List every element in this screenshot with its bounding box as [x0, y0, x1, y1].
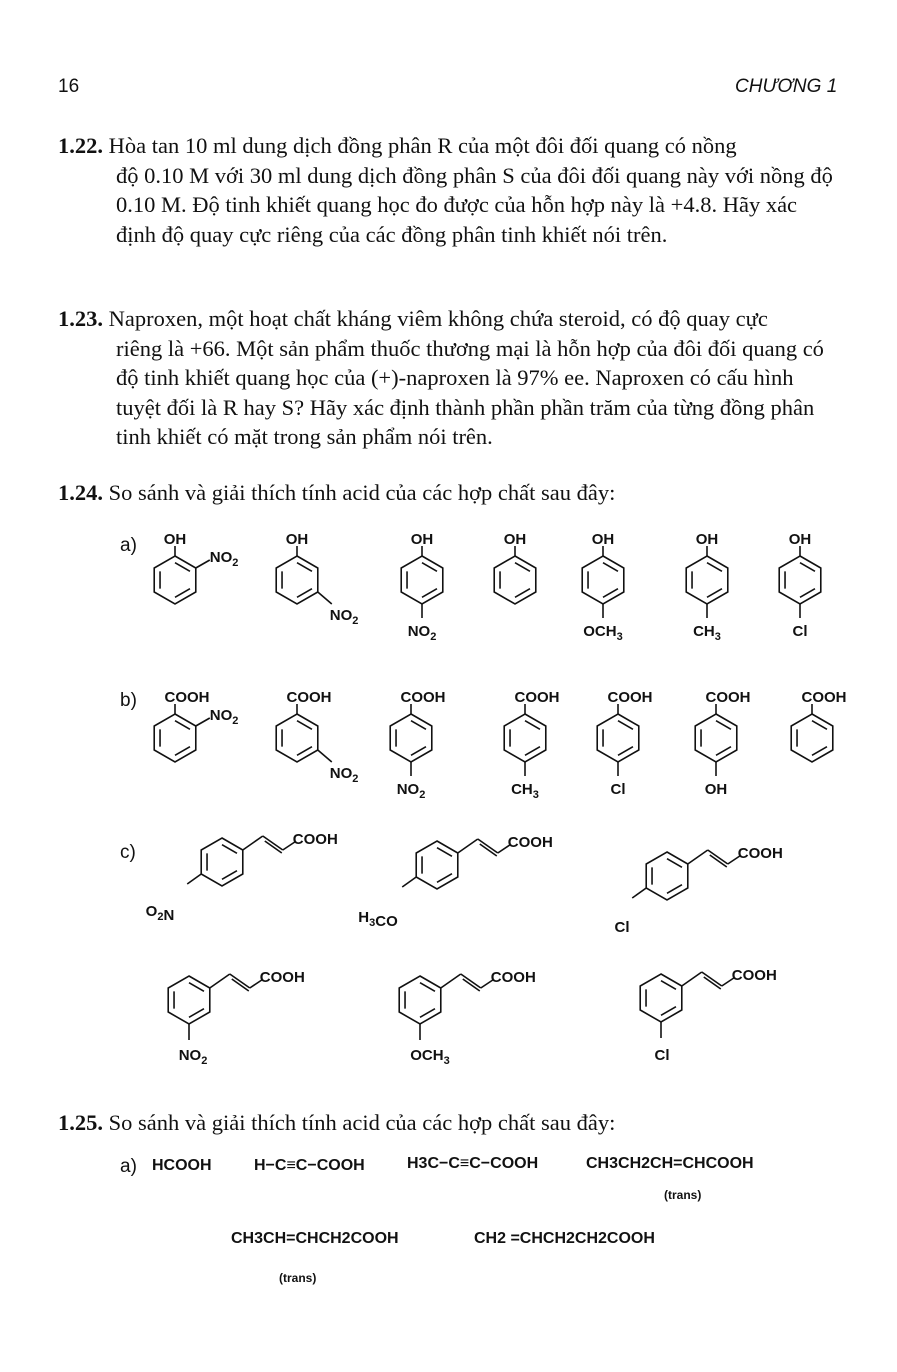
- chain-bond: [210, 974, 230, 988]
- substituent-label: $NO_2$: [178, 1047, 208, 1067]
- formula-pent3enoic: CH3CH=CHCH2COOH: [231, 1230, 399, 1247]
- substituent-label: $OCH_3$: [583, 623, 623, 643]
- chapter-title: CHƯƠNG 1: [735, 76, 838, 97]
- cooh-label: COOH: [400, 689, 446, 706]
- problem-text-first: So sánh và giải thích tính acid của các hợp chất sau đây:: [108, 480, 616, 505]
- chain-bond: [478, 839, 498, 853]
- formula-propiolic: H−C≡C−COOH: [254, 1157, 365, 1174]
- problem-number: 1.22.: [58, 133, 103, 158]
- cooh-label: COOH: [292, 831, 338, 848]
- cooh-label: COOH: [259, 969, 305, 986]
- formula-pentenoic: CH3CH2CH=CHCOOH: [586, 1155, 754, 1172]
- substituent-label: Cl: [610, 781, 626, 798]
- formula-hcooh: HCOOH: [152, 1157, 212, 1174]
- chain-bond: [461, 974, 481, 988]
- oh-label: OH: [410, 531, 434, 548]
- substituent-label: OH: [704, 781, 728, 798]
- formula-butynoic: H3C−C≡C−COOH: [407, 1155, 539, 1172]
- problem-text: riêng là +66. Một sản phẩm thuốc thương mại là hỗn hợp của đôi đối quang có độ tinh khiết quang học của (+)-naproxen là 97% ee. Naproxen có cấu hình tuyệt đối là R hay S? Hãy xác định thành phần phần trăm của từng đồng phân tinh khiết có mặt trong sản phẩm nói trên.: [116, 335, 824, 449]
- oh-label: OH: [285, 531, 309, 548]
- part-label-a: a): [120, 535, 137, 556]
- substituent-label: $NO_2$: [329, 765, 359, 785]
- part-label-b: b): [120, 690, 137, 711]
- problem-number: 1.23.: [58, 306, 103, 331]
- oh-label: OH: [695, 531, 719, 548]
- substituent-bond: [196, 560, 210, 568]
- trans-label: (trans): [664, 1188, 702, 1202]
- chain-bond: [441, 974, 461, 988]
- substituent-bond: [318, 592, 332, 604]
- substituent-label: $CH_3$: [693, 623, 721, 643]
- oh-label: OH: [788, 531, 812, 548]
- problem-number: 1.24.: [58, 480, 103, 505]
- chain-bond: [682, 972, 702, 986]
- cooh-label: COOH: [607, 689, 653, 706]
- cooh-label: COOH: [705, 689, 751, 706]
- chain-bond: [263, 836, 283, 850]
- cooh-label: COOH: [514, 689, 560, 706]
- part-label-c: c): [120, 842, 136, 863]
- oh-label: OH: [503, 531, 527, 548]
- substituent-label: $NO_2$: [407, 623, 437, 643]
- chain-bond: [243, 836, 263, 850]
- problem-1-25: [58, 1108, 833, 1138]
- substituent-bond: [196, 718, 210, 726]
- substituent-bond: [187, 874, 201, 884]
- chain-bond: [458, 839, 478, 853]
- problem-text: độ 0.10 M với 30 ml dung dịch đồng phân S của đôi đối quang này với nồng độ 0.10 M. Độ tinh khiết quang học đo được của hỗn hợp này là +4.8. Hãy xác định độ quay cực riêng của các đồng phân tinh khiết nói trên.: [116, 162, 833, 247]
- cooh-label: COOH: [164, 689, 210, 706]
- substituent-label: $NO_2$: [329, 607, 359, 627]
- chain-bond: [702, 972, 722, 986]
- substituent-bond: [318, 750, 332, 762]
- substituent-bond: [402, 877, 416, 887]
- substituent-bond: [632, 888, 646, 898]
- substituent-label: Cl: [792, 623, 808, 640]
- oh-label: OH: [163, 531, 187, 548]
- substituent-label: $NO_2$: [209, 549, 239, 569]
- chain-bond: [708, 850, 728, 864]
- chain-bond: [230, 974, 250, 988]
- substituent-label: $NO_2$: [396, 781, 426, 801]
- page-number: 16: [58, 76, 80, 97]
- problem-text-first: So sánh và giải thích tính acid của các hợp chất sau đây:: [108, 1110, 616, 1135]
- substituent-label: Cl: [614, 919, 630, 936]
- cooh-label: COOH: [731, 967, 777, 984]
- part-label-a2: a): [120, 1156, 137, 1177]
- cooh-label: COOH: [801, 689, 847, 706]
- substituent-label: Cl: [654, 1047, 670, 1064]
- substituent-label: $CH_3$: [511, 781, 539, 801]
- problem-number: 1.25.: [58, 1110, 103, 1135]
- cooh-label: COOH: [737, 845, 783, 862]
- problem-text-first: Hòa tan 10 ml dung dịch đồng phân R của một đôi đối quang có nồng: [108, 133, 737, 158]
- chain-bond: [688, 850, 708, 864]
- substituent-label: $O_2N$: [145, 903, 175, 924]
- substituent-label: $H_3CO$: [358, 909, 398, 930]
- problem-text-first: Naproxen, một hoạt chất kháng viêm không chứa steroid, có độ quay cực: [108, 306, 768, 331]
- formula-pent4enoic: CH2 =CHCH2CH2COOH: [474, 1230, 655, 1247]
- oh-label: OH: [591, 531, 615, 548]
- cooh-label: COOH: [490, 969, 536, 986]
- cooh-label: COOH: [507, 834, 553, 851]
- cooh-label: COOH: [286, 689, 332, 706]
- substituent-label: $OCH_3$: [410, 1047, 450, 1067]
- substituent-label: $NO_2$: [209, 707, 239, 727]
- trans-label: (trans): [279, 1271, 317, 1285]
